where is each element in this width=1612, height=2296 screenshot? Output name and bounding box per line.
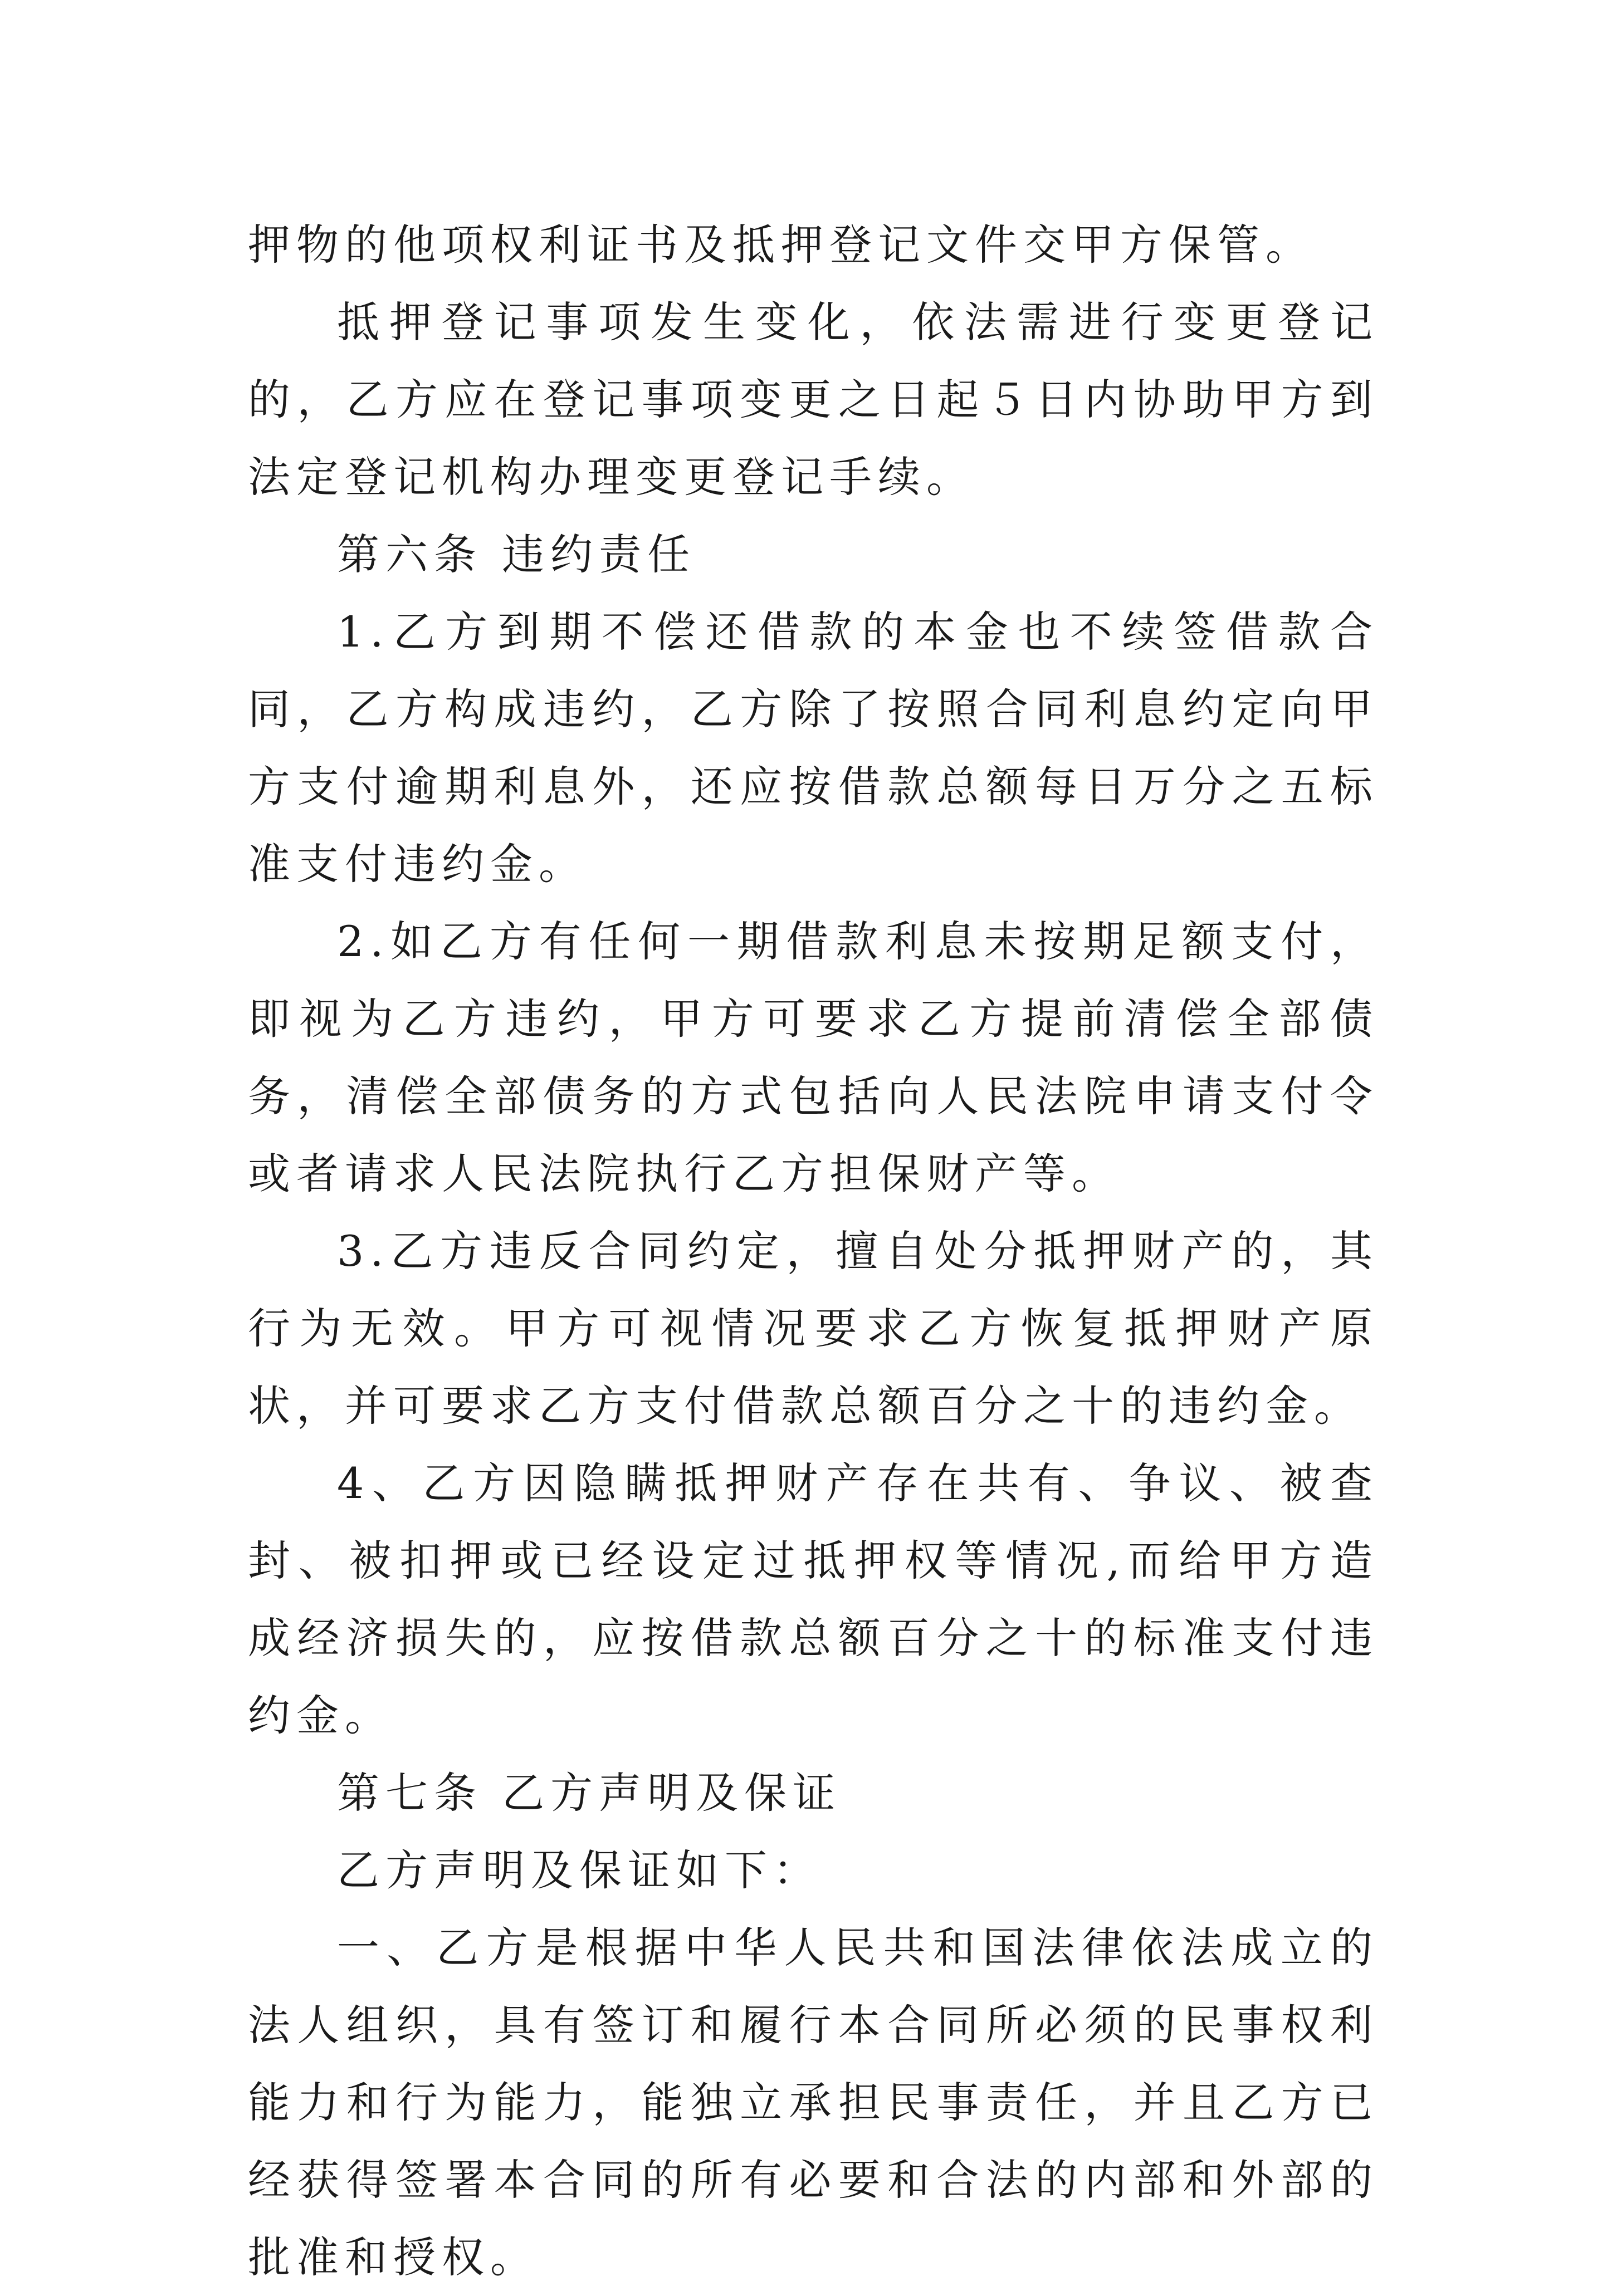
document-body	[248, 206, 1379, 2296]
declaration-intro: 乙方声明及保证如下：	[337, 1845, 822, 1895]
paragraph-mortgage-certificate: 押物的他项权利证书及抵押登记文件交甲方保管。	[248, 220, 1314, 270]
clause-6-2: 2.如乙方有任何一期借款利息未按期足额支付，即视为乙方违约，甲方可要求乙方提前清偿全部债务，清偿全部债务的方式包括向人民法院申请支付令或者请求人民法院执行乙方担保财产等。	[248, 917, 1379, 1198]
clause-6-4: 4、乙方因隐瞒抵押财产存在共有、争议、被查封、被扣押或已经设定过抵押权等情况,而给甲方造成经济损失的，应按借款总额百分之十的标准支付违约金。	[248, 1458, 1379, 1740]
clause-6-1: 1.乙方到期不偿还借款的本金也不续签借款合同，乙方构成违约，乙方除了按照合同利息约定向甲方支付逾期利息外，还应按借款总额每日万分之五标准支付违约金。	[248, 607, 1379, 889]
article-6-heading: 第六条 违约责任	[337, 530, 696, 579]
clause-6-3: 3.乙方违反合同约定，擅自处分抵押财产的，其行为无效。甲方可视情况要求乙方恢复抵押财产原状，并可要求乙方支付借款总额百分之十的违约金。	[248, 1226, 1379, 1431]
paragraph-registration-change: 抵押登记事项发生变化，依法需进行变更登记的，乙方应在登记事项变更之日起５日内协助甲方到法定登记机构办理变更登记手续。	[248, 297, 1379, 502]
declaration-item-1: 一、乙方是根据中华人民共和国法律依法成立的法人组织，具有签订和履行本合同所必须的民事权利能力和行为能力，能独立承担民事责任，并且乙方已经获得签署本合同的所有必要和合法的内部和外部的批准和授权。	[248, 1923, 1379, 2282]
article-7-heading: 第七条 乙方声明及保证	[337, 1768, 842, 1818]
